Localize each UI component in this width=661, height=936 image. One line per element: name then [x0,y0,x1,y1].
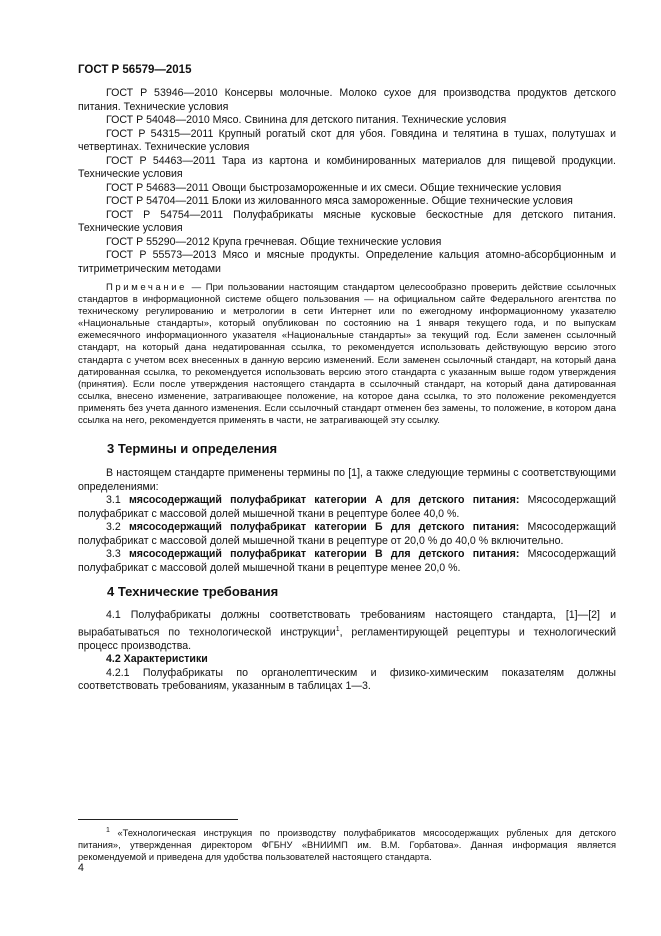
term-text: Мясосодержащий полуфабрикат с массовой долей мышечной ткани в рецептуре менее 20,0 %. [78,548,617,574]
note-text: — При пользовании настоящим стандартом целесообразно проверить действие ссылочных стандартов в информационной системе общего пользования — на официальном сайте Федерального агентства по техническому регулированию и метрологии в сети Интернет или по ежегодному информационному указателю «Национальные стандарты», который опубликован по состоянию на 1 января текущего года, и по выпускам ежемесячного информационного указателя «Национальные стандарты» за текущий год. Если заменен ссылочный стандарт, на который дана недатированная ссылка, то рекомендуется использовать действующую версию этого стандарта с учетом всех внесенных в данную версию изменений. Если заменен ссылочный стандарт, на который дана датированная ссылка, то рекомендуется использовать версию этого стандарта с указанным выше годом утверждения (принятия). Если после утверждения настоящего стандарта в ссылочный стандарт, на который дана датированная ссылка, внесено изменение, затрагивающее положение, на которое дана ссылка, то это положение рекомендуется применять без учета данного изменения. Если ссылочный стандарт отменен без замены, то положение, в котором дана ссылка на него, рекомендуется применять в части, не затрагивающей эту ссылку. [78,282,616,427]
paragraph-4-1-text-end: , регламентирующей рецептуры и технологический процесс производства. [78,626,616,652]
normative-references-list [78,87,616,276]
section-3-body [78,467,616,575]
paragraph-4-2-1: 4.2.1 Полуфабрикаты по органолептическим и физико-химическим показателям должны соответствовать требованиям, указанным в таблицах 1—3. [78,666,616,693]
footnote-marker: 1 [106,827,110,834]
footnote-separator [78,819,238,820]
paragraph-4-1-text: 4.1 Полуфабрикаты должны соответствовать требованиям настоящего стандарта, [1]—[2] и вырабатываться по технологической инструкции [78,609,616,639]
document-header: ГОСТ Р 56579—2015 [78,64,192,76]
reference-item: ГОСТ Р 54463—2011 Тара из картона и комбинированных материалов для пищевой продукции. Технические условия [78,154,616,180]
reference-item: ГОСТ Р 55290—2012 Крупа гречневая. Общие технические условия [106,235,442,248]
reference-item: ГОСТ Р 54048—2010 Мясо. Свинина для детского питания. Технические условия [106,114,507,126]
note-label: Примечание [106,282,187,293]
paragraph-4-1 [78,609,616,653]
subsection-4-2-heading: 4.2 Характеристики [106,653,208,666]
footnote [78,825,616,863]
term-name: мясосодержащий полуфабрикат категории А для детского питания: [128,494,520,506]
term-number: 3.1 [106,494,129,506]
term-definition [78,494,616,521]
footnote-ref: 1 [335,625,340,633]
page-number: 4 [78,862,84,874]
term-number: 3.2 [106,521,129,533]
section-3-intro: В настоящем стандарте применены термины по [1], а также следующие термины с соответствующими определениями: [78,467,616,493]
term-name: мясосодержащий полуфабрикат категории Б для детского питания: [128,521,520,533]
section-4-heading: 4 Технические требования [107,584,279,599]
reference-item: ГОСТ Р 54754—2011 Полуфабрикаты мясные кусковые бескостные для детского питания. Технические условия [78,208,616,234]
term-name: мясосодержащий полуфабрикат категории В для детского питания: [128,548,520,560]
term-text: Мясосодержащий полуфабрикат с массовой долей мышечной ткани в рецептуре от 20,0 % до 40,0 % включительно. [78,521,616,547]
term-definition [78,521,616,548]
term-definition [78,548,616,575]
section-3-heading: 3 Термины и определения [107,441,278,456]
reference-item: ГОСТ Р 54315—2011 Крупный рогатый скот для убоя. Говядина и телятина в тушах, полутушах и четвертинах. Технические условия [78,127,616,153]
reference-item: ГОСТ Р 53946—2010 Консервы молочные. Молоко сухое для производства продуктов детского питания. Технические условия [78,87,616,113]
section-4-body [78,609,616,694]
reference-item: ГОСТ Р 54704—2011 Блоки из жилованного мяса замороженные. Общие технические условия [106,195,573,207]
term-number: 3.3 [106,548,129,560]
footnote-text: «Технологическая инструкция по производству полуфабрикатов мясосодержащих рубленых для детского питания», утвержденная директором ФГБНУ «ВНИИМП им. В.М. Горбатова». Данная информация является рекомендуемой и приведена для удобства пользователей настоящего стандарта. [78,828,616,863]
reference-item: ГОСТ Р 54683—2011 Овощи быстрозамороженные и их смеси. Общие технические условия [106,181,562,194]
note-block [78,282,616,427]
term-text: Мясосодержащий полуфабрикат с массовой долей мышечной ткани в рецептуре более 40,0 %. [78,494,617,520]
reference-item: ГОСТ Р 55573—2013 Мясо и мясные продукты. Определение кальция атомно-абсорбционным и титриметрическим методами [78,249,616,275]
